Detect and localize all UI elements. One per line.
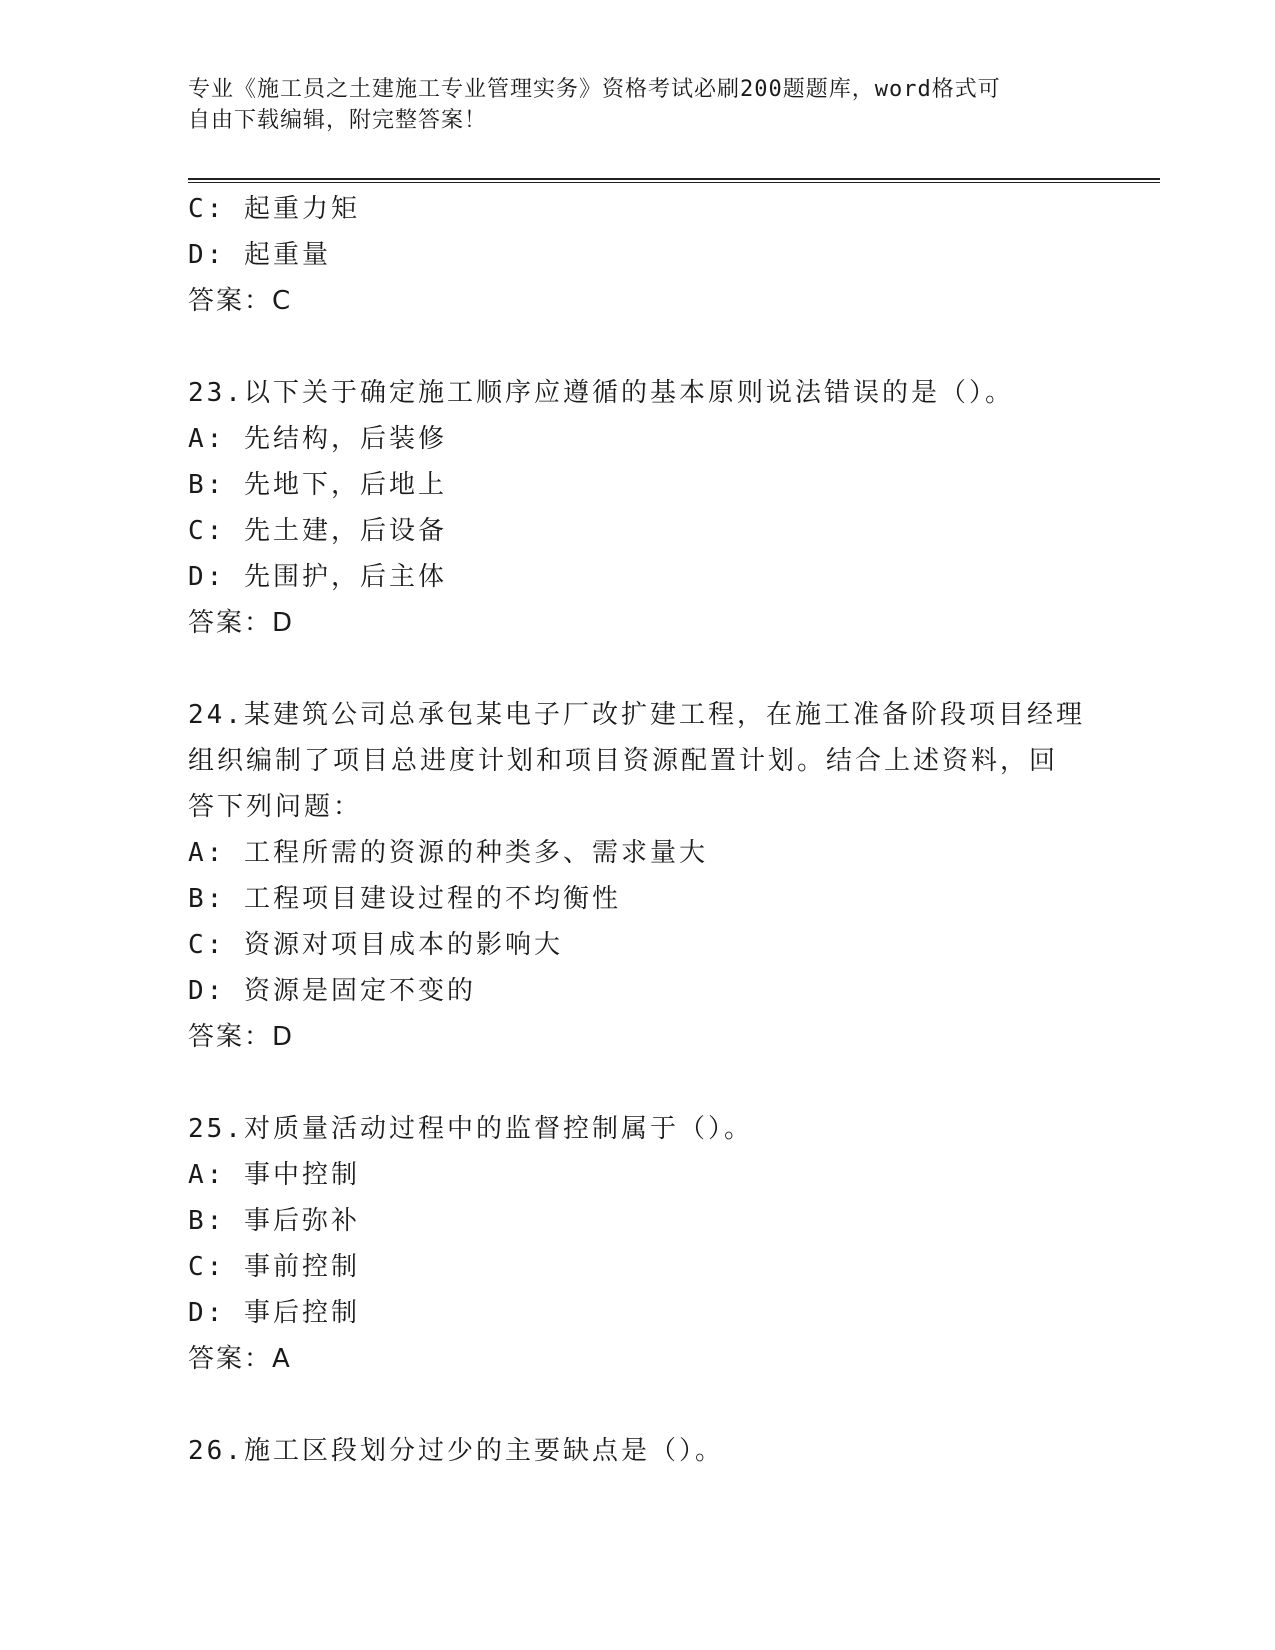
question-block bbox=[188, 1428, 1088, 1474]
spacer bbox=[188, 1060, 1088, 1106]
answer-line: 答案：D bbox=[188, 608, 295, 638]
option-a: A: 工程所需的资源的种类多、需求量大 bbox=[188, 838, 708, 868]
option-b: B: 工程项目建设过程的不均衡性 bbox=[188, 884, 621, 914]
question-stem: 24.某建筑公司总承包某电子厂改扩建工程，在施工准备阶段项目经理 bbox=[188, 700, 1085, 730]
question-block bbox=[188, 692, 1088, 1060]
question-stem: 23.以下关于确定施工顺序应遵循的基本原则说法错误的是（）。 bbox=[188, 378, 1014, 408]
option-c: C: 起重力矩 bbox=[188, 194, 360, 224]
question-block bbox=[188, 370, 1088, 646]
question-block bbox=[188, 186, 1088, 324]
option-d: D: 起重量 bbox=[188, 240, 331, 270]
answer-line: 答案：A bbox=[188, 1344, 292, 1374]
option-c: C: 事前控制 bbox=[188, 1252, 360, 1282]
answer-line: 答案：D bbox=[188, 1022, 295, 1052]
spacer bbox=[188, 324, 1088, 370]
page-header bbox=[188, 74, 1088, 136]
header-title-line-1: 专业《施工员之土建施工专业管理实务》资格考试必刷200题题库，word格式可 bbox=[188, 77, 1001, 102]
spacer bbox=[188, 646, 1088, 692]
option-c: C: 资源对项目成本的影响大 bbox=[188, 930, 563, 960]
header-divider bbox=[188, 178, 1160, 183]
option-d: D: 事后控制 bbox=[188, 1298, 360, 1328]
question-stem: 答下列问题： bbox=[188, 792, 363, 822]
option-b: B: 事后弥补 bbox=[188, 1206, 360, 1236]
question-stem: 25.对质量活动过程中的监督控制属于（）。 bbox=[188, 1114, 753, 1144]
option-c: C: 先土建，后设备 bbox=[188, 516, 447, 546]
option-b: B: 先地下，后地上 bbox=[188, 470, 447, 500]
question-stem: 26.施工区段划分过少的主要缺点是（）。 bbox=[188, 1436, 724, 1466]
spacer bbox=[188, 1382, 1088, 1428]
header-title-line-2: 自由下载编辑，附完整答案！ bbox=[188, 108, 488, 133]
option-a: A: 先结构，后装修 bbox=[188, 424, 447, 454]
option-d: D: 资源是固定不变的 bbox=[188, 976, 476, 1006]
option-a: A: 事中控制 bbox=[188, 1160, 360, 1190]
option-d: D: 先围护，后主体 bbox=[188, 562, 447, 592]
question-stem: 组织编制了项目总进度计划和项目资源配置计划。结合上述资料，回 bbox=[188, 746, 1059, 776]
answer-line: 答案：C bbox=[188, 286, 293, 316]
question-block bbox=[188, 1106, 1088, 1382]
question-list bbox=[188, 186, 1088, 1474]
